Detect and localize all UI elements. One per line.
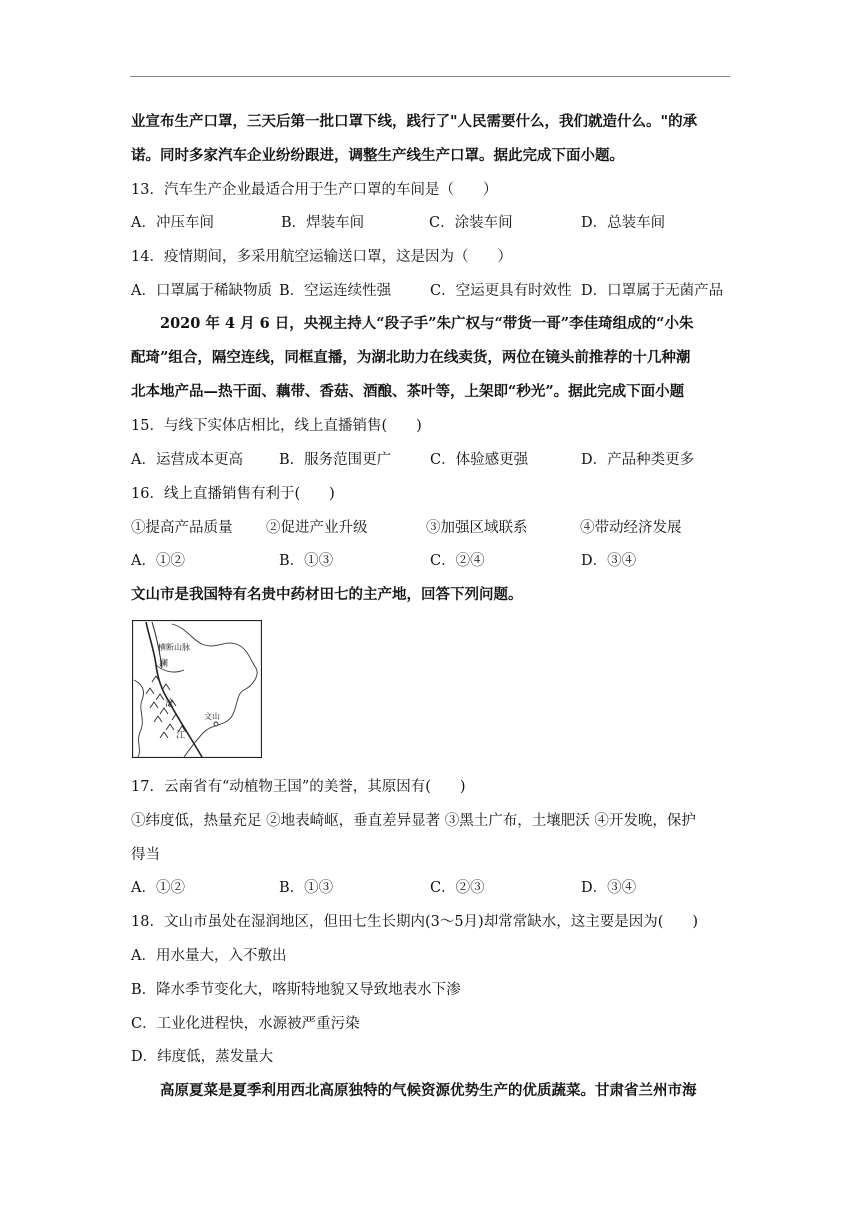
passage1-line1: 业宣布生产口罩，三天后第一批口罩下线，践行了"人民需要什么，我们就造什么。"的承 — [131, 113, 698, 130]
map-label-wenshan: 文山 — [204, 712, 220, 721]
q18-option-c[interactable]: C．工业化进程快，水源被严重污染 — [131, 1016, 360, 1032]
q16-option-a[interactable]: A．①② — [131, 553, 185, 569]
q15-option-c[interactable]: C．体验感更强 — [430, 452, 529, 468]
passage1-line2: 诺。同时多家汽车企业纷纷跟进，调整生产线生产口罩。据此完成下面小题。 — [131, 147, 624, 164]
q16-option-d[interactable]: D．③④ — [581, 553, 637, 569]
q15-stem: 15．与线下实体店相比，线上直播销售( ) — [131, 418, 422, 434]
passage2-line2: 配琦”组合，隔空连线，同框直播，为湖北助力在线卖货，两位在镜头前推荐的十几种潮 — [131, 349, 691, 366]
q17-option-a[interactable]: A．①② — [131, 880, 185, 896]
q14-option-c[interactable]: C．空运更具有时效性 — [430, 283, 572, 299]
passage4-line1: 高原夏菜是夏季利用西北高原独特的气候资源优势生产的优质蔬菜。甘肃省兰州市海 — [160, 1082, 697, 1099]
q17-option-c[interactable]: C．②③ — [430, 880, 485, 896]
map-label-jiang: 江 — [176, 731, 186, 741]
q17-stem: 17．云南省有“动植物王国”的美誉，其原因有( ) — [131, 779, 466, 795]
q17-option-b[interactable]: B．①③ — [279, 880, 334, 896]
q18-option-b[interactable]: B．降水季节变化大，喀斯特地貌又导致地表水下渗 — [131, 982, 461, 998]
map-label-cang: 沧 — [165, 699, 175, 709]
q16-option-c[interactable]: C．②④ — [430, 553, 485, 569]
q16-item-1: ①提高产品质量 — [131, 520, 233, 536]
q17-items-line2: 得当 — [131, 847, 160, 863]
q14-option-d[interactable]: D．口罩属于无菌产品 — [581, 283, 724, 299]
q14-option-a[interactable]: A．口罩属于稀缺物质 — [131, 283, 272, 299]
q15-option-d[interactable]: D．产品种类更多 — [581, 452, 695, 468]
q18-option-d[interactable]: D．纬度低，蒸发量大 — [131, 1049, 274, 1065]
passage2-line3: 北本地产品—热干面、藕带、香菇、酒酿、茶叶等，上架即“秒光”。据此完成下面小题 — [131, 383, 685, 400]
q15-option-b[interactable]: B．服务范围更广 — [279, 452, 392, 468]
q13-option-c[interactable]: C．涂装车间 — [429, 215, 513, 231]
q17-option-d[interactable]: D．③④ — [581, 880, 637, 896]
q14-option-b[interactable]: B．空运连续性强 — [279, 283, 392, 299]
q13-option-b[interactable]: B．焊装车间 — [281, 215, 365, 231]
q13-stem: 13．汽车生产企业最适合用于生产口罩的车间是（ ） — [131, 182, 498, 198]
q16-items — [131, 518, 731, 538]
q13-option-a[interactable]: A．冲压车间 — [131, 215, 214, 231]
q13-options — [131, 213, 731, 233]
q14-stem: 14．疫情期间，多采用航空运输送口罩，这是因为（ ） — [131, 249, 512, 265]
q16-item-4: ④带动经济发展 — [580, 520, 682, 536]
wenshan-map — [132, 620, 262, 758]
passage2-line1: 2020 年 4 月 6 日，央视主持人“段子手”朱广权与“带货一哥”李佳琦组成的“小朱 — [160, 315, 694, 332]
wenshan-city-marker — [214, 722, 218, 726]
q16-item-2: ②促进产业升级 — [266, 520, 368, 536]
q16-item-3: ③加强区域联系 — [426, 520, 528, 536]
map-label-hengduan: 横断山脉 — [158, 643, 190, 652]
q17-items-line1: ①纬度低，热量充足 ②地表崎岖，垂直差异显著 ③黑土广布，土壤肥沃 ④开发晚，保护 — [131, 813, 696, 829]
q15-option-a[interactable]: A．运营成本更高 — [131, 452, 243, 468]
q18-option-a[interactable]: A．用水量大，入不敷出 — [131, 948, 287, 964]
q16-options — [131, 551, 731, 571]
q18-stem: 18．文山市虽处在湿润地区，但田七生长期内(3～5月)却常常缺水，这主要是因为( ) — [131, 914, 699, 930]
map-label-lan: 澜 — [159, 659, 169, 669]
q16-stem: 16．线上直播销售有利于( ) — [131, 486, 335, 502]
q17-options — [131, 878, 731, 898]
passage3-line1: 文山市是我国特有名贵中药材田七的主产地，回答下列问题。 — [131, 586, 523, 603]
q14-options — [131, 281, 731, 301]
q13-option-d[interactable]: D．总装车间 — [581, 215, 666, 231]
header-rule — [130, 76, 730, 77]
q15-options — [131, 450, 731, 470]
q16-option-b[interactable]: B．①③ — [279, 553, 334, 569]
